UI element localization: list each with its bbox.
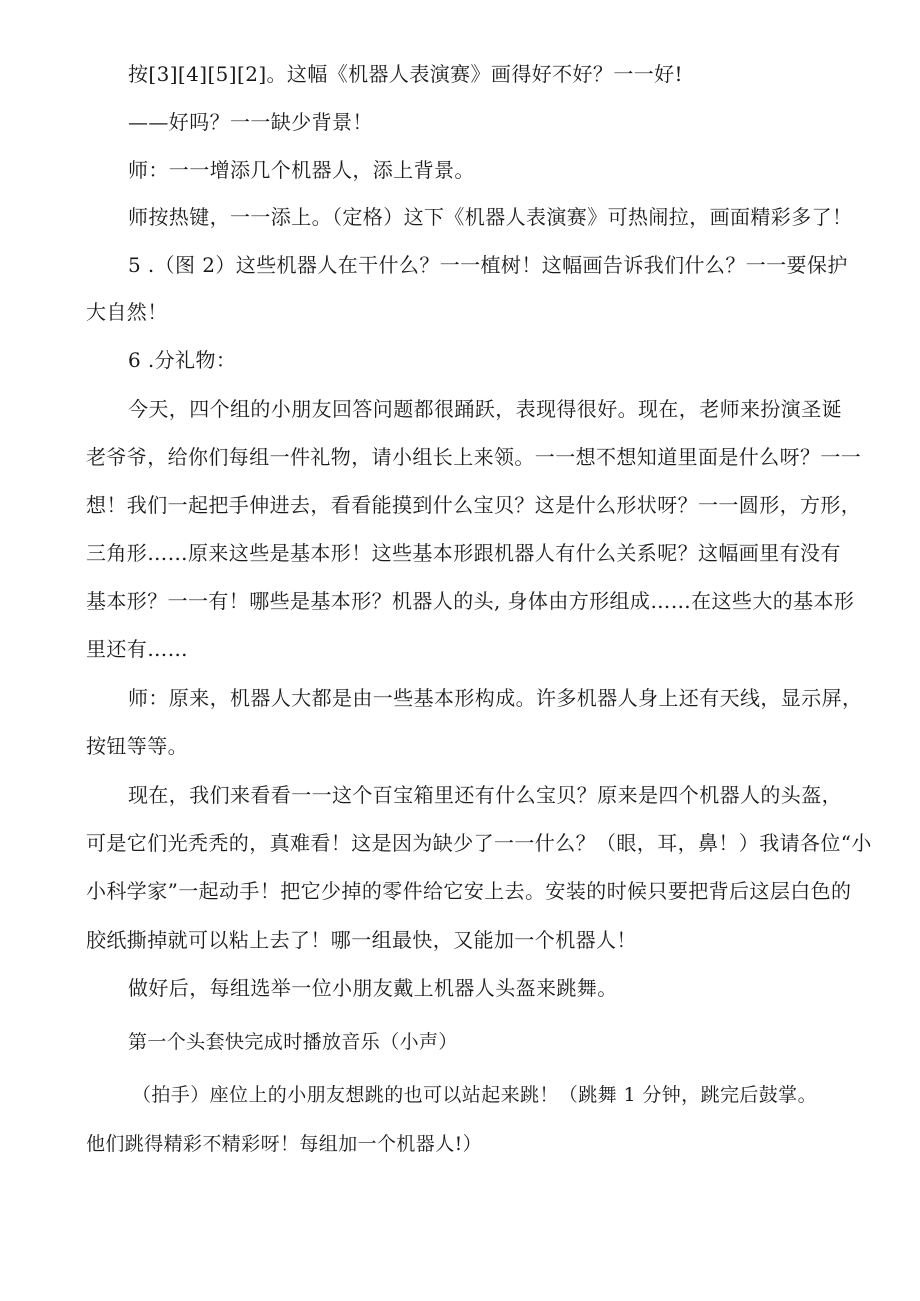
text-line: 基本形？一一有！哪些是基本形？机器人的头, 身体由方形组成……在这些大的基本形 [86, 589, 855, 613]
text-line: 第一个头套快完成时播放音乐（小声） [128, 1031, 458, 1053]
text-line: 现在，我们来看看一一这个百宝箱里还有什么宝贝？原来是四个机器人的头盔， [128, 783, 842, 807]
text-line: 老爷爷，给你们每组一件礼物，请小组长上来领。一一想不想知道里面是什么呀？一一 [86, 445, 862, 469]
text-line: 师按热键，一一添上。（定格）这下《机器人表演赛》可热闹拉，画面精彩多了！ [128, 205, 853, 229]
text-line: 胶纸撕掉就可以粘上去了！哪一组最快，又能加一个机器人！ [86, 928, 637, 952]
text-line: 他们跳得精彩不精彩呀！每组加一个机器人!） [86, 1133, 483, 1155]
text-line: 大自然！ [86, 300, 168, 324]
text-line: 做好后，每组选举一位小朋友戴上机器人头盔来跳舞。 [128, 976, 618, 1000]
text-line: ——好吗？一一缺少背景！ [128, 110, 373, 134]
text-line: 可是它们光秃秃的，真难看！这是因为缺少了一一什么？（眼，耳，鼻！）我请各位“小 [86, 831, 872, 855]
text-line: 想！我们一起把手伸进去，看看能摸到什么宝贝？这是什么形状呀？一一圆形，方形， [86, 493, 862, 517]
text-line: 师：一一增添几个机器人，添上背景。 [128, 158, 475, 182]
text-line: 今天，四个组的小朋友回答问题都很踊跃，表现得很好。现在，老师来扮演圣诞 [128, 397, 842, 421]
text-line: （拍手）座位上的小朋友想跳的也可以站起来跳！（跳舞 1 分钟，跳完后鼓掌。 [132, 1084, 817, 1106]
text-line: 6 .分礼物： [128, 348, 237, 372]
text-line: 按[3][4][5][2]。这幅《机器人表演赛》画得好不好？一一好! [128, 62, 683, 86]
text-line: 里还有…… [86, 637, 188, 661]
text-line: 师：原来，机器人大都是由一些基本形构成。许多机器人身上还有天线，显示屏， [128, 686, 863, 710]
text-line: 小科学家”一起动手！把它少掉的零件给它安上去。安装的时候只要把背后这层白色的 [86, 879, 852, 903]
text-line: 按钮等等。 [86, 734, 188, 758]
text-line: 5 .（图 2）这些机器人在干什么？一一植树！这幅画告诉我们什么？一一要保护 [128, 253, 848, 277]
text-line: 三角形……原来这些是基本形！这些基本形跟机器人有什么关系呢？这幅画里有没有 [86, 541, 841, 565]
